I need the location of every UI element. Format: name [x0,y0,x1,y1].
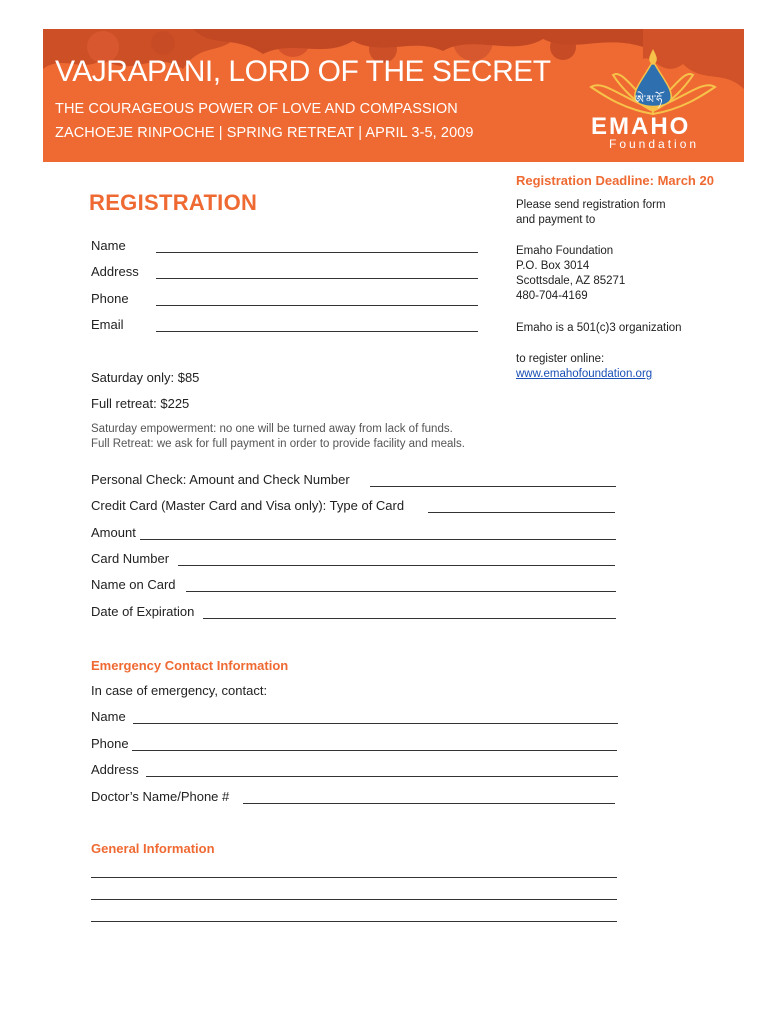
emergency-name-label: Name [91,709,126,724]
emergency-name-field[interactable] [133,723,618,724]
general-info-line-1[interactable] [91,877,617,878]
card-type-field[interactable] [428,512,615,513]
online-label: to register online: [516,353,605,365]
full-retreat-price: Full retreat: $225 [91,396,190,411]
amount-field[interactable] [140,539,616,540]
org-status: Emaho is a 501(c)3 organization [516,322,682,334]
saturday-price: Saturday only: $85 [91,370,200,385]
name-field[interactable] [156,252,478,253]
send-instruction-2: and payment to [516,214,596,226]
banner-title: VAJRAPANI, LORD OF THE SECRET [55,55,551,88]
expiration-field[interactable] [203,618,616,619]
name-on-card-label: Name on Card [91,577,176,592]
logo-name: EMAHO [591,113,691,140]
card-number-label: Card Number [91,551,170,566]
emergency-address-field[interactable] [146,776,618,777]
pricing-note-2: Full Retreat: we ask for full payment in order to provide facility and meals. [91,438,465,450]
logo-script: ཨེ་མ་ཧོ [635,93,663,106]
emergency-phone-field[interactable] [132,750,617,751]
emergency-intro: In case of emergency, contact: [91,683,268,698]
name-on-card-field[interactable] [186,591,616,592]
address-line-3: Scottsdale, AZ 85271 [516,275,626,287]
expiration-label: Date of Expiration [91,604,195,619]
phone-label: Phone [91,291,129,306]
general-info-heading: General Information [91,841,215,856]
check-field[interactable] [370,486,616,487]
doctor-field[interactable] [243,803,615,804]
card-number-field[interactable] [178,565,615,566]
email-label: Email [91,317,124,332]
emergency-phone-label: Phone [91,736,129,751]
logo-subtitle: Foundation [609,137,700,151]
header-banner [43,29,744,162]
emergency-address-label: Address [91,762,139,777]
address-label: Address [91,264,139,279]
name-label: Name [91,238,126,253]
banner-subtitle-2: ZACHOEJE RINPOCHE | SPRING RETREAT | APRIL 3-5, 2009 [55,125,474,141]
send-instruction-1: Please send registration form [516,199,666,211]
pricing-note-1: Saturday empowerment: no one will be turned away from lack of funds. [91,423,453,435]
amount-label: Amount [91,525,136,540]
check-label: Personal Check: Amount and Check Number [91,472,350,487]
email-field[interactable] [156,331,478,332]
website-link[interactable]: www.emahofoundation.org [516,368,653,380]
emergency-heading: Emergency Contact Information [91,658,289,673]
registration-title: REGISTRATION [89,190,258,215]
general-info-line-2[interactable] [91,899,617,900]
address-field[interactable] [156,278,478,279]
credit-card-label: Credit Card (Master Card and Visa only): Type of Card [91,498,405,513]
address-line-4: 480-704-4169 [516,290,588,302]
deadline-text: Registration Deadline: March 20 [516,173,714,188]
banner-subtitle-1: THE COURAGEOUS POWER OF LOVE AND COMPASSION [55,101,458,117]
phone-field[interactable] [156,305,478,306]
address-line-1: Emaho Foundation [516,245,614,257]
general-info-line-3[interactable] [91,921,617,922]
doctor-label: Doctor’s Name/Phone # [91,789,230,804]
address-line-2: P.O. Box 3014 [516,260,590,272]
